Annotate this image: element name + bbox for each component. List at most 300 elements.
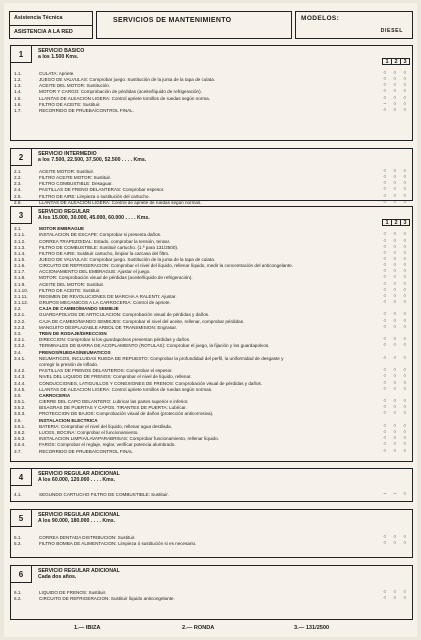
section-items: [14, 590, 410, 602]
model-mark-3: ○: [403, 399, 407, 405]
item-description: RECORRIDO DE PRUEBA/CONTROL FINAL.: [39, 107, 135, 113]
model-mark-2: ○: [393, 256, 397, 262]
model-mark-3: ○: [403, 275, 407, 281]
item-code: 3.1.5.: [14, 256, 26, 262]
model-mark-1: ○: [383, 89, 387, 95]
item-code: 3.1.4.: [14, 250, 26, 256]
model-mark-3: ○: [403, 535, 407, 540]
model-mark-1: ○: [383, 95, 387, 101]
item-description: MOTOR EMBRAGUE: [39, 226, 85, 231]
model-mark-1: ○: [383, 169, 387, 174]
model-mark-2: ○: [393, 405, 397, 411]
models-value: DIESEL: [380, 28, 403, 34]
model-mark-2: ○: [393, 442, 397, 448]
model-mark-2: ○: [393, 368, 397, 374]
item-description: JUEGO DE VALVULAS: Comprobar juego. Sustitución de la junta de la tapa de culata.: [39, 256, 216, 262]
section-title-line: SERVICIO REGULAR ADICIONAL: [38, 568, 120, 574]
model-mark-2: –: [393, 492, 397, 497]
item-description: NEUMATICOS, INCLUIDAS RUEDA DE REPUESTO: Comprobar la profundidad del perfil, la uniformidad de desgaste y: [39, 355, 284, 361]
item-description: INSTALACION LIMPIA/LAVAPARABRISAS: Comprobar funcionamiento, rellenar líquido.: [39, 436, 219, 442]
model-mark-1: ○: [383, 250, 387, 256]
model-mark-3: ○: [403, 187, 407, 193]
item-code: 3.2.2.: [14, 318, 26, 324]
model-mark-2: ○: [393, 374, 397, 380]
item-description: LLANTAS DE ALEACION LIGERA: Control apriete tornillos de ruedas según norma.: [39, 95, 210, 101]
item-description: FILTRO BOMBA DE ALIMENTACION: Limpieza ó sustitución si es necesario.: [39, 541, 197, 547]
item-description: BISAGRAS DE PUERTAS Y CAPOS. TIRANTES DE PUERTA: Lubricar.: [39, 405, 187, 411]
item-description: LLANTAS DE ALEACION LIGERA: Control apriete tornillos de ruedas según normas.: [39, 386, 213, 392]
legend-model-3: 3.— 131/2500: [294, 625, 330, 631]
item-description: MANGUITO DESPLAZABLE ARBOL DE TRANSMISION: Engrasar.: [39, 324, 178, 330]
model-mark-3: ○: [403, 263, 407, 269]
item-description: TREN DE RODAJE/DIRECCION: [39, 330, 107, 336]
model-mark-2: ○: [393, 424, 397, 429]
item-description: LUCES, BOCINA: Comprobar el funcionamiento.: [39, 430, 139, 436]
model-mark-3: ○: [403, 312, 407, 318]
item-code: 6.1.: [14, 590, 22, 595]
model-mark-1: ○: [383, 181, 387, 187]
item-description: CORREA DENTADA DISTRIBUCION: Sustituir.: [39, 535, 136, 540]
model-mark-3: ○: [403, 324, 407, 330]
section-title-line: SERVICIO REGULAR ADICIONAL: [38, 471, 120, 477]
section-title: [38, 512, 120, 525]
item-description: ACEITE DEL MOTOR: Sustituir.: [39, 281, 105, 287]
model-mark-3: ○: [403, 368, 407, 374]
item-description: TERMINALES DE BARRA DE ACOPLAMIENTO (ROTULAS): Comprobar el juego, la fijación y los guardapolvos.: [39, 343, 270, 349]
section-title: [38, 568, 120, 581]
item-description: FILTRO DE ACEITE: Sustituir.: [39, 287, 101, 293]
model-mark-1: ○: [383, 337, 387, 343]
model-mark-1: ○: [383, 256, 387, 262]
model-mark-1: ○: [383, 380, 387, 386]
model-mark-2: ○: [393, 535, 397, 540]
item-code: 1.1.: [14, 71, 22, 76]
item-description: PASTILLAS DE FRENO DELANTERAS: Comprobar espesor.: [39, 187, 165, 193]
model-mark-3: ○: [403, 355, 407, 361]
item-description: CORREA TRAPEZOIDAL: Estado, comprobar la tensión, tensar.: [39, 238, 171, 244]
model-mark-1: ○: [383, 299, 387, 305]
section-title: [38, 209, 150, 222]
item-description: MOTOR: Comprobación visual de pérdidas (aceite/líquido de refrigeración).: [39, 275, 193, 281]
section-title-line: a los 7.500, 22.500, 37.500, 52.500 . . . . Kms.: [38, 157, 147, 164]
model-columns-header: [383, 58, 410, 65]
model-mark-2: ○: [393, 281, 397, 287]
item-code: 1.3.: [14, 83, 22, 89]
item-code: 1.5.: [14, 95, 22, 101]
model-mark-1: ○: [383, 77, 387, 83]
model-mark-2: ○: [393, 181, 397, 187]
section-items: [14, 169, 410, 206]
section-1: [10, 45, 413, 141]
item-model-marks: [380, 108, 410, 114]
model-column-1: 1: [382, 58, 392, 65]
item-description: CARROCERIA: [39, 392, 71, 398]
model-mark-2: ○: [393, 312, 397, 318]
item-code: 3.1.9.: [14, 281, 26, 287]
section-items: [14, 492, 410, 498]
maintenance-item: [14, 200, 410, 206]
model-mark-2: ○: [393, 343, 397, 349]
model-mark-1: ○: [383, 281, 387, 287]
item-code: 3.1.3.: [14, 244, 26, 250]
assistance-line-1: Asistencia Técnica: [14, 15, 63, 21]
item-description: CAJA DE CAMBIO/MANDO SEMIEJE: [39, 306, 119, 312]
model-mark-2: ○: [393, 275, 397, 281]
model-mark-2: ○: [393, 101, 397, 107]
model-mark-1: ○: [383, 71, 387, 76]
model-mark-1: ○: [383, 312, 387, 318]
model-mark-1: ○: [383, 411, 387, 417]
model-mark-3: ○: [403, 244, 407, 250]
item-model-marks: [380, 200, 410, 206]
model-mark-2: ○: [393, 89, 397, 95]
model-mark-3: ○: [403, 281, 407, 287]
item-description: ACEITE MOTOR: Sustituir.: [39, 169, 95, 174]
maintenance-sheet: [4, 3, 417, 637]
model-mark-2: ○: [393, 596, 397, 602]
item-code: 3.5.: [14, 392, 22, 398]
model-mark-1: ○: [383, 238, 387, 244]
model-columns-header: [383, 219, 410, 226]
item-description: FILTRO DE ACEITE: Sustituir.: [39, 101, 101, 107]
section-number: 5: [11, 510, 32, 527]
section-title-line: A los 60.000, 120.000 . . . . Kms.: [38, 477, 116, 484]
model-mark-2: ○: [393, 107, 397, 113]
model-mark-2: ○: [393, 269, 397, 275]
model-mark-1: ○: [383, 293, 387, 299]
model-mark-2: ○: [393, 83, 397, 89]
model-mark-3: ○: [403, 175, 407, 181]
model-mark-3: ○: [403, 77, 407, 83]
item-description: FILTRO DE COMBUSTIBLE: Sustituir cartucho. (1.ª para 131/2500).: [39, 244, 179, 250]
section-3: [10, 206, 413, 462]
item-description: SEGUNDO CARTUCHO FILTRO DE COMBUSTIBLE: Sustituir.: [39, 492, 169, 497]
maintenance-item: [14, 492, 410, 498]
item-code: 3.4.5.: [14, 386, 26, 392]
section-items: [14, 535, 410, 547]
model-mark-3: ○: [403, 374, 407, 380]
model-mark-1: ○: [383, 535, 387, 540]
item-code: 2.2.: [14, 175, 22, 181]
model-mark-3: ○: [403, 256, 407, 262]
model-mark-2: ○: [393, 436, 397, 442]
maintenance-item: [14, 541, 410, 547]
item-code: 3.2.3.: [14, 324, 26, 330]
item-description: ACCIONAMIENTO DEL EMBRAGUE: Ajustar el juego.: [39, 269, 151, 275]
maintenance-item: [14, 108, 410, 114]
item-code: 2.5.: [14, 193, 22, 199]
section-title: [38, 48, 84, 61]
model-mark-2: ○: [393, 411, 397, 417]
item-description: DIRECCION: Comprobar si los guardapolvos presentan pérdidas y daños.: [39, 337, 191, 343]
item-code: 3.6.2.: [14, 430, 26, 436]
item-description: BATERIA: Comprobar el nivel del líquido, rellenar agua destilada.: [39, 424, 172, 429]
legend-model-2: 2.— RONDA: [182, 625, 215, 631]
item-description: CIERRE DEL CAPO DELANTERO: Lubricar las partes superior e inferior.: [39, 399, 189, 405]
item-code: 3.1.11.: [14, 293, 28, 299]
model-mark-1: ○: [383, 436, 387, 442]
section-title-line: SERVICIO INTERMEDIO: [38, 151, 97, 157]
item-description: FILTRO ACEITE MOTOR: Sustituir.: [39, 175, 112, 181]
model-mark-1: ○: [383, 244, 387, 250]
model-mark-1: ○: [383, 269, 387, 275]
section-title-line: SERVICIO BASICO: [38, 48, 85, 54]
section-items: [14, 71, 410, 114]
model-mark-3: ○: [403, 380, 407, 386]
item-description: CULATA: Apriete.: [39, 71, 75, 76]
model-mark-1: ○: [383, 386, 387, 392]
maintenance-item: [14, 449, 410, 455]
section-number: 2: [11, 149, 32, 166]
item-code: 3.6.1.: [14, 424, 26, 429]
section-5: [10, 509, 413, 558]
model-mark-2: ○: [393, 355, 397, 361]
model-mark-2: ○: [393, 541, 397, 547]
section-4: [10, 468, 413, 502]
model-mark-3: ○: [403, 181, 407, 187]
section-number: 1: [11, 46, 32, 63]
model-mark-3: ○: [403, 430, 407, 436]
item-description: REGIMEN DE REVOLUCIONES DE MARCHA A RALENTI: Ajustar.: [39, 293, 177, 299]
model-mark-2: ○: [393, 71, 397, 76]
model-mark-2: ○: [393, 238, 397, 244]
item-model-marks: [380, 492, 410, 498]
item-description: corregir la presión de inflado.: [39, 362, 99, 368]
model-mark-1: ○: [383, 275, 387, 281]
item-model-marks: [380, 541, 410, 547]
model-mark-3: ○: [403, 71, 407, 76]
model-column-3: 3: [400, 58, 410, 65]
model-mark-3: ○: [403, 83, 407, 89]
model-mark-3: ○: [403, 318, 407, 324]
item-code: 3.5.2.: [14, 405, 26, 411]
model-mark-1: ○: [383, 199, 387, 205]
assistance-box: [9, 11, 93, 39]
item-code: 3.2.: [14, 306, 22, 312]
model-mark-1: ○: [383, 405, 387, 411]
maintenance-item: [14, 596, 410, 602]
section-2: [10, 148, 413, 205]
item-code: 3.4.2.: [14, 368, 26, 374]
model-mark-1: ○: [383, 263, 387, 269]
model-mark-2: ○: [393, 430, 397, 436]
model-mark-3: ○: [403, 337, 407, 343]
models-label: MODELOS:: [301, 15, 340, 22]
item-code: 3.5.3.: [14, 411, 26, 417]
model-mark-1: ○: [383, 596, 387, 602]
item-code: 3.1.6.: [14, 263, 26, 269]
section-number: 6: [11, 566, 32, 583]
section-items: [14, 226, 410, 455]
item-code: 6.2.: [14, 596, 22, 602]
model-mark-3: ○: [403, 299, 407, 305]
model-mark-3: ○: [403, 386, 407, 392]
item-code: 2.1.: [14, 169, 22, 174]
model-mark-2: ○: [393, 95, 397, 101]
item-description: JUEGO DE VALVULAS: Comprobar juego. Sustitución de la junta de la tapa de culata.: [39, 77, 216, 83]
assistance-line-2: ASISTENCIA A LA RED: [10, 25, 92, 38]
item-description: INSTALACION ELECTRICA: [39, 417, 98, 423]
model-mark-1: –: [383, 492, 387, 497]
item-code: 4.1.: [14, 492, 22, 497]
item-model-marks: [380, 449, 410, 455]
model-mark-1: ○: [383, 399, 387, 405]
model-mark-3: ○: [403, 232, 407, 238]
model-mark-1: ○: [383, 442, 387, 448]
item-description: FILTRO DE AIRE: Limpieza o sustitución del cartucho.: [39, 193, 150, 199]
model-mark-2: ○: [393, 199, 397, 205]
item-code: 1.6.: [14, 101, 22, 107]
model-mark-1: ○: [383, 287, 387, 293]
model-mark-1: ○: [383, 448, 387, 454]
section-title-line: Cada dos años.: [38, 574, 77, 581]
item-description: CIRCUITO DE REFRIGERACION: Comprobar el nivel del líquido, rellenar líquido, medir la concentración del anticongelante.: [39, 263, 293, 269]
model-mark-2: ○: [393, 263, 397, 269]
item-code: 3.1.1.: [14, 232, 26, 238]
model-mark-2: ○: [393, 287, 397, 293]
model-mark-2: ○: [393, 187, 397, 193]
model-mark-2: ○: [393, 244, 397, 250]
section-title: [38, 471, 120, 484]
item-description: ACEITE DEL MOTOR: Sustitución.: [39, 83, 111, 89]
item-description: PASTILLAS DE FRENOS DELANTEROS: Comprobar el espesor.: [39, 368, 173, 374]
item-code: 3.1.12.: [14, 299, 29, 305]
item-description: FILTRO COMBUSTIBLE: Desaguar.: [39, 181, 113, 187]
item-description: LLANTAS DE ALEACIÓN LIGERA: Control de apriete de ruedas según normas.: [39, 199, 202, 205]
model-mark-3: ○: [403, 436, 407, 442]
item-description: PROTECCION DE BAJOS: Comprobación visual de daños (protección anticorrosiva).: [39, 411, 214, 417]
model-mark-3: ○: [403, 405, 407, 411]
model-mark-2: ○: [393, 448, 397, 454]
item-code: 2.3.: [14, 181, 22, 187]
model-mark-2: ○: [393, 175, 397, 181]
item-code: 3.1.7.: [14, 269, 26, 275]
model-mark-3: ○: [403, 343, 407, 349]
item-code: 3.6.: [14, 417, 22, 423]
item-description: FILTRO DE AIRE: Sustituir cartucho, limpiar la carcasa del filtro.: [39, 250, 170, 256]
item-code: 1.2.: [14, 77, 22, 83]
item-description: INSTALACION DE ESCAPE: Comprobar si presenta daños.: [39, 232, 162, 238]
item-code: 3.3.1.: [14, 337, 26, 343]
model-mark-3: ○: [403, 287, 407, 293]
item-code: 3.4.4.: [14, 380, 26, 386]
item-description: LIQUIDO DE FRENOS: Sustituir.: [39, 590, 107, 595]
model-mark-2: ○: [393, 380, 397, 386]
model-mark-2: ○: [393, 193, 397, 199]
model-mark-1: ○: [383, 187, 387, 193]
item-code: 3.4.1.: [14, 355, 26, 361]
model-mark-2: ○: [393, 169, 397, 174]
item-description: CONDUCCIONES, LATIGUILLOS Y CONEXIONES DE FRENOS: Comprobación visual de pérdidas y daños.: [39, 380, 263, 386]
model-mark-1: ○: [383, 368, 387, 374]
model-mark-1: ○: [383, 324, 387, 330]
model-mark-2: ○: [393, 337, 397, 343]
item-code: 5.2.: [14, 541, 22, 547]
model-mark-3: ○: [403, 424, 407, 429]
model-mark-1: ○: [383, 590, 387, 595]
section-title-line: A los 90.000, 180.000 . . . . Kms.: [38, 518, 116, 525]
model-mark-3: ○: [403, 590, 407, 595]
model-mark-1: ○: [383, 318, 387, 324]
item-code: 3.6.4.: [14, 442, 26, 448]
models-box: [295, 11, 413, 39]
section-number: 3: [11, 207, 32, 224]
model-mark-3: ○: [403, 448, 407, 454]
item-description: FRENOS/RUEDAS/NEUMATICOS: [39, 349, 111, 355]
item-description: RECORRIDO DE PRUEBA/CONTROL FINAL: [39, 448, 133, 454]
model-mark-3: ○: [403, 269, 407, 275]
legend-model-1: 1.— IBIZA: [74, 625, 101, 631]
section-title-line: A los 15.000, 30.000, 45.000, 60.000 . . . . Kms.: [38, 215, 150, 222]
model-column-3: 3: [400, 219, 410, 226]
item-description: MOTOR Y CARGO: Comprobación de pérdidas (aceite/líquido de refrigeración).: [39, 89, 202, 95]
model-mark-1: –: [383, 101, 387, 107]
item-code: 3.2.1.: [14, 312, 26, 318]
model-mark-2: ○: [393, 318, 397, 324]
item-code: 3.5.1.: [14, 399, 26, 405]
model-mark-3: ○: [403, 101, 407, 107]
item-code: 3.6.3.: [14, 436, 26, 442]
model-mark-2: ○: [393, 324, 397, 330]
model-mark-3: ○: [403, 541, 407, 547]
model-mark-2: ○: [393, 299, 397, 305]
model-mark-3: ○: [403, 596, 407, 602]
item-code: 3.7.: [14, 448, 22, 454]
item-description: GUARDAPOLVOS DE ARTICULACION: Comprobación visual de pérdidas y daños.: [39, 312, 210, 318]
model-mark-1: ○: [383, 83, 387, 89]
model-mark-1: ○: [383, 107, 387, 113]
item-code: 3.3.: [14, 330, 22, 336]
section-title-line: a los 1.500 Kms.: [38, 54, 79, 61]
item-description: CAJA DE CAMBIO/MANDO SEMIEJES: Comprobar el nivel del aceite, rellenar, comprobar pérdidas.: [39, 318, 245, 324]
model-mark-1: ○: [383, 343, 387, 349]
page-title: SERVICIOS DE MANTENIMIENTO: [113, 17, 232, 24]
item-description: NIVEL DEL LIQUIDO DE FRENOS: Comprobar el nivel de líquido, rellenar.: [39, 374, 192, 380]
item-model-marks: [380, 596, 410, 602]
model-mark-1: ○: [383, 232, 387, 238]
section-title-line: SERVICIO REGULAR ADICIONAL: [38, 512, 120, 518]
item-code: 3.1.2.: [14, 238, 26, 244]
item-code: 5.1.: [14, 535, 22, 540]
item-code: 3.4.3.: [14, 374, 26, 380]
section-title-line: SERVICIO REGULAR: [38, 209, 90, 215]
item-description: FAROS: Comprobar el reglaje, reglar, verificar potencia alumbrado.: [39, 442, 176, 448]
model-mark-3: ○: [403, 107, 407, 113]
model-mark-1: ○: [383, 541, 387, 547]
model-mark-1: ○: [383, 430, 387, 436]
section-title: [38, 151, 146, 164]
model-mark-2: ○: [393, 399, 397, 405]
item-code: 3.3.2.: [14, 343, 26, 349]
model-mark-2: ○: [393, 77, 397, 83]
model-mark-3: ○: [403, 492, 407, 497]
model-mark-3: ○: [403, 169, 407, 174]
model-mark-2: ○: [393, 590, 397, 595]
item-code: 2.6.: [14, 199, 22, 205]
item-code: 3.1.8.: [14, 275, 26, 281]
model-mark-1: ○: [383, 193, 387, 199]
model-mark-3: ○: [403, 238, 407, 244]
model-mark-3: ○: [403, 442, 407, 448]
model-mark-3: ○: [403, 199, 407, 205]
model-column-2: 2: [391, 219, 401, 226]
model-mark-2: ○: [393, 293, 397, 299]
model-mark-3: ○: [403, 193, 407, 199]
item-code: 3.1.: [14, 226, 22, 231]
model-mark-1: ○: [383, 355, 387, 361]
item-code: 2.4.: [14, 187, 22, 193]
model-mark-3: ○: [403, 411, 407, 417]
